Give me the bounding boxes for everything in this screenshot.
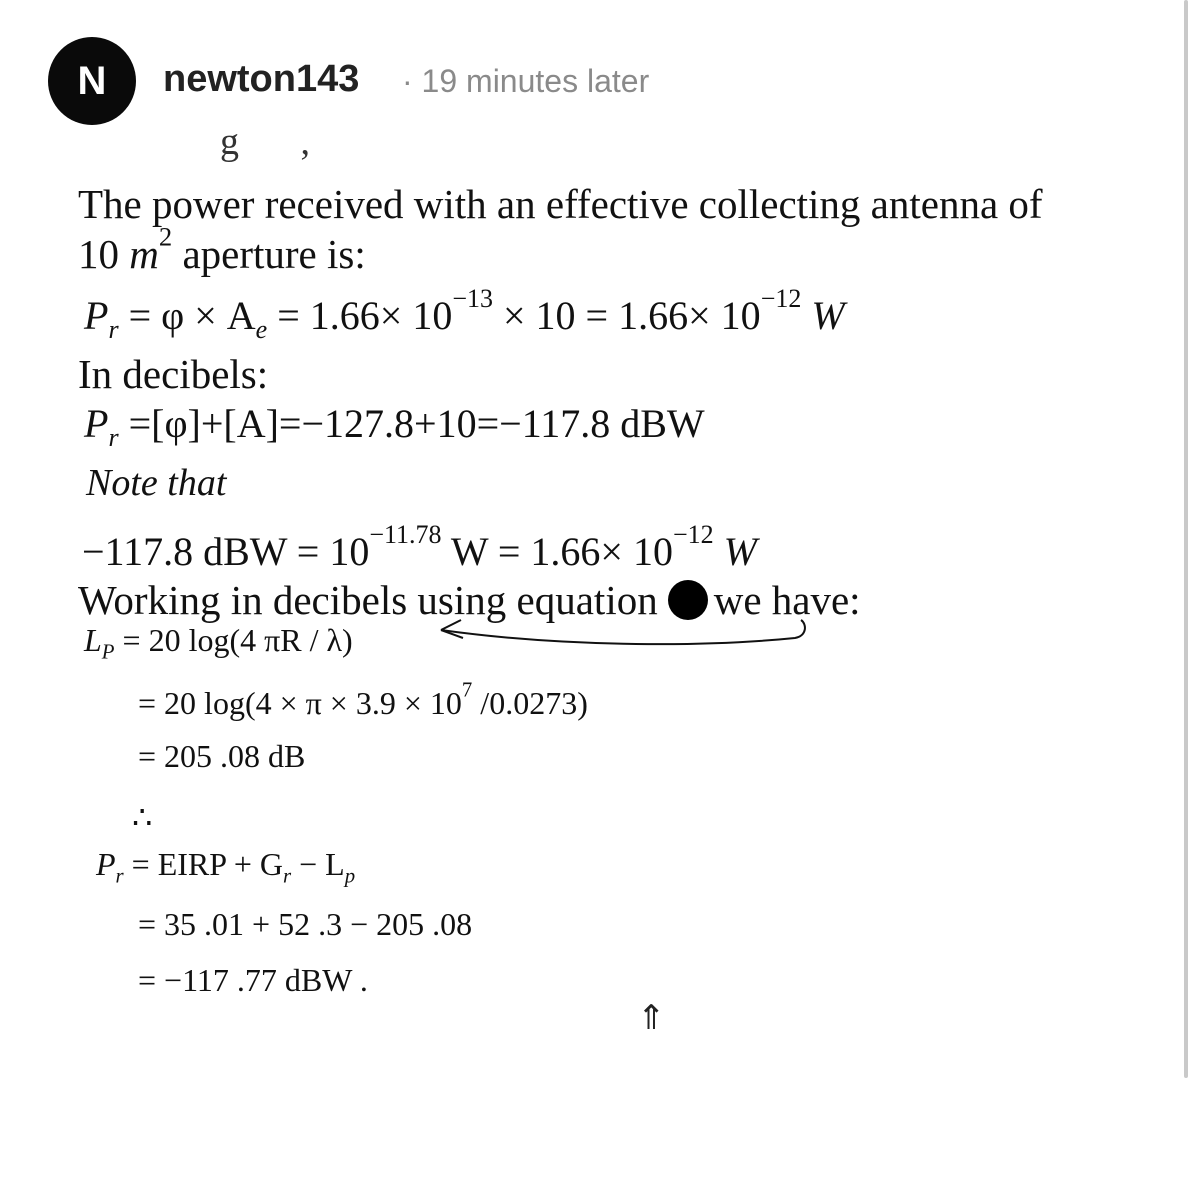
avatar-letter: N — [77, 58, 107, 103]
up-arrow-icon: ⇑ — [637, 998, 666, 1038]
received-power-equation: $P_r$ = EIRP + $G_r - L_p$ — [96, 846, 356, 888]
cropped-text-fragment: g , — [220, 121, 336, 163]
path-loss-step-2: = 20 $\log(4 \times \pi \times 3.9 \times 10^7$ /0.0273) — [138, 678, 588, 721]
avatar[interactable] — [48, 37, 136, 125]
in-decibels-heading: In decibels: — [78, 351, 269, 397]
equation-decibels: $P_r =[\varphi]+[A]=-127.8+10=-117.8$ dBW — [84, 401, 705, 453]
received-power-result: = −117 .77 dBW . — [138, 962, 368, 998]
answer-line-1: The power received with an effective collecting antenna of — [78, 181, 1043, 227]
scrollbar[interactable] — [1184, 0, 1188, 1078]
answer-line-2: 10 $m^2$ aperture is: — [78, 221, 366, 277]
received-power-step-2: = 35 .01 + 52 .3 − 205 .08 — [138, 906, 473, 942]
handwritten-arrow-icon — [435, 608, 815, 658]
path-loss-equation: $L_P = 20$ log(4 πR / λ) — [84, 622, 353, 664]
post-timestamp: · 19 minutes later — [402, 63, 650, 99]
equation-note: −117.8 dBW = $10^{-11.78}$ $W = 1.66\times 10^{-12}$ W — [82, 519, 757, 574]
working-in-decibels-line: Working in decibels using equation we have: — [78, 577, 861, 623]
note-text: Note that — [86, 462, 227, 504]
username[interactable]: newton143 — [163, 58, 360, 100]
answer-image — [40, 121, 1160, 1050]
path-loss-result: = 205 .08 dB — [138, 738, 306, 774]
equation-received-power: $P_r = \varphi \times A_e = 1.66\times 10^{-13} \times 10 = 1.66\times 10^{-12}$ W — [84, 283, 845, 345]
therefore-symbol: ∴ — [132, 799, 153, 835]
